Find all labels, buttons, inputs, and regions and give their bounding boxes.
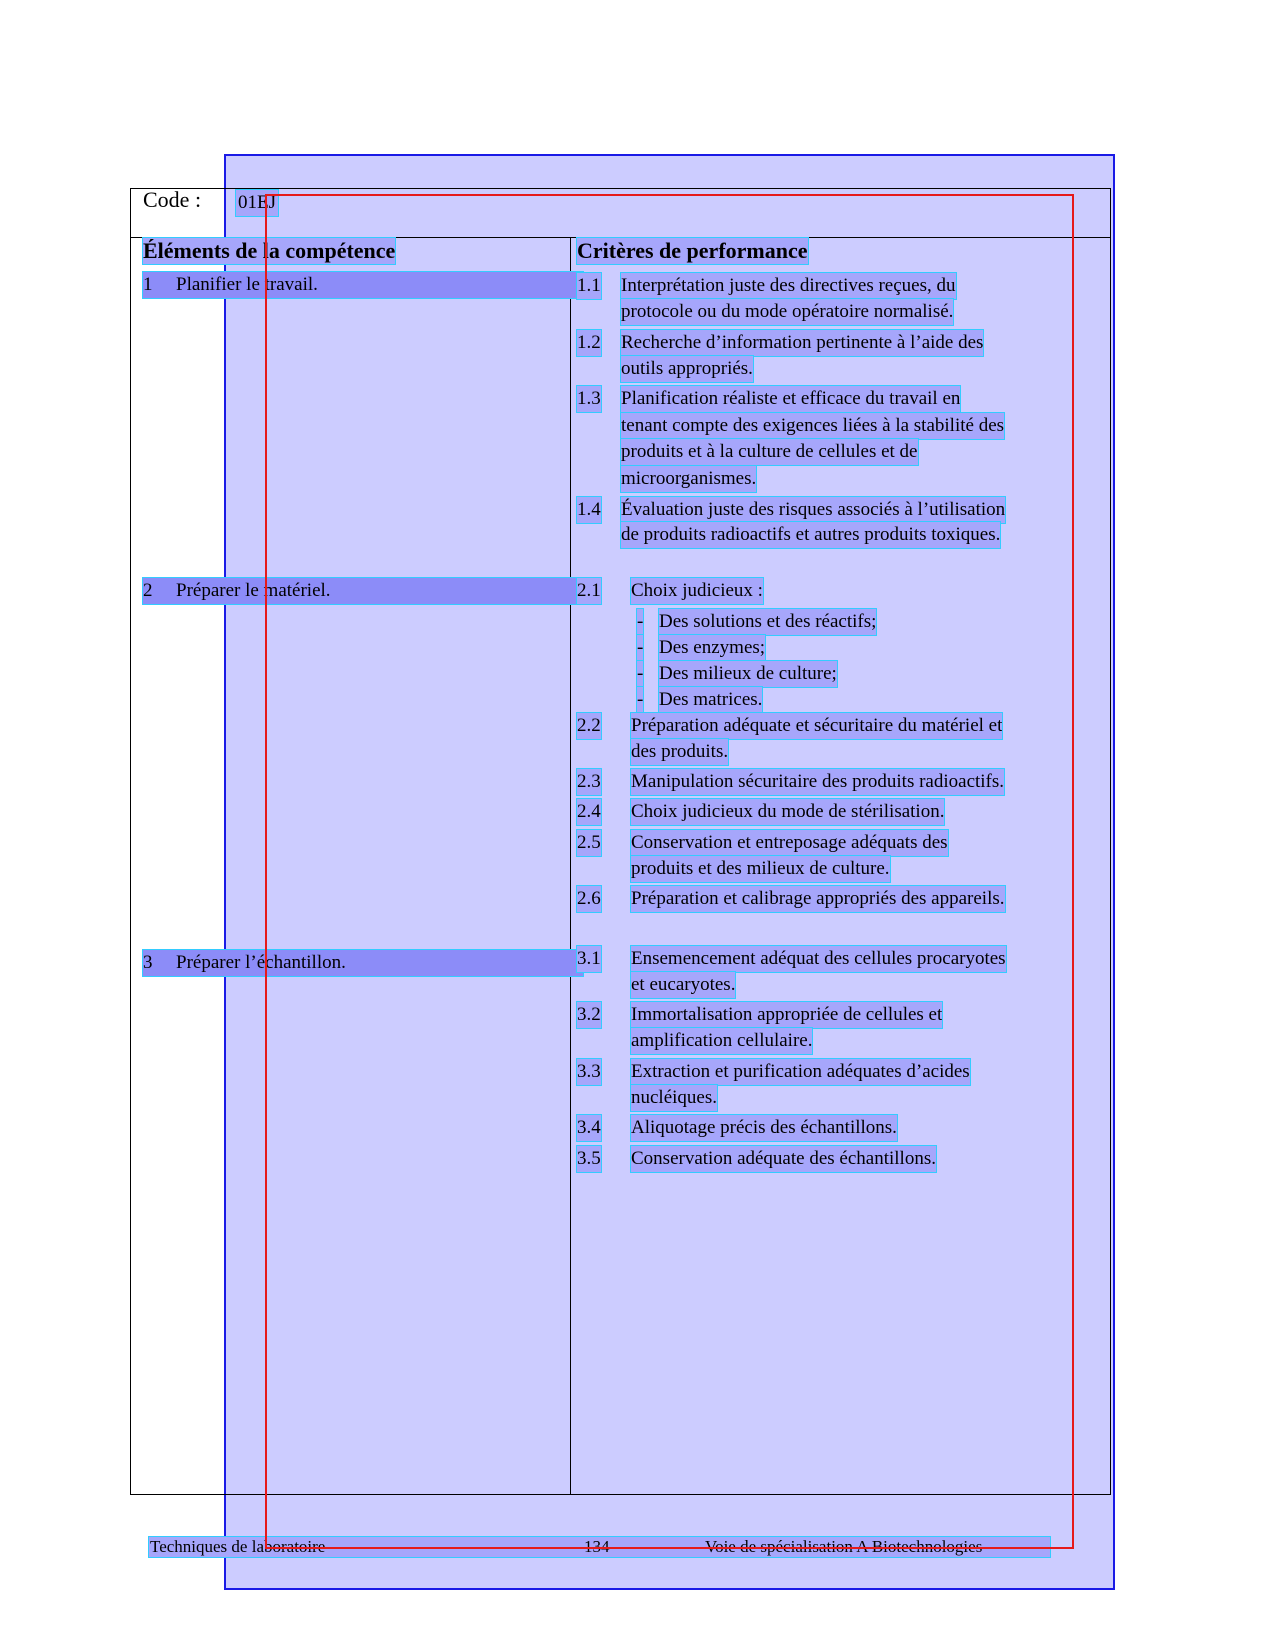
criterion-number: 2.6 [577, 886, 601, 912]
criterion-line: de produits radioactifs et autres produits toxiques. [621, 522, 1000, 548]
bullet-mark: - [637, 635, 643, 661]
elements-header: Éléments de la compétence [143, 238, 396, 263]
criterion-line: Préparation adéquate et sécuritaire du matériel et [631, 713, 1002, 739]
criterion-line: des produits. [631, 739, 728, 765]
criterion-line: nucléiques. [631, 1085, 717, 1111]
code-label: Code : [143, 187, 202, 212]
footer-left: Techniques de laboratoire [150, 1537, 326, 1556]
element-number: 1 [143, 274, 153, 295]
criterion-line: Choix judicieux du mode de stérilisation. [631, 799, 944, 825]
criterion-number: 1.1 [577, 273, 601, 299]
criterion-line: outils appropriés. [621, 356, 753, 382]
criterion-line: microorganismes. [621, 466, 756, 492]
footer-right: Voie de spécialisation A Biotechnologies [705, 1537, 983, 1556]
element-number: 3 [143, 952, 153, 973]
bullet-item: Des matrices. [659, 687, 762, 713]
criterion-line: Manipulation sécuritaire des produits radioactifs. [631, 769, 1004, 795]
bullet-item: Des milieux de culture; [659, 661, 837, 687]
criterion-number: 2.5 [577, 830, 601, 856]
criterion-number: 3.1 [577, 946, 601, 972]
criterion-line: Évaluation juste des risques associés à l’utilisation [621, 497, 1005, 523]
criterion-number: 3.4 [577, 1115, 601, 1141]
element-label: Planifier le travail. [176, 274, 318, 295]
criterion-line: Conservation et entreposage adéquats des [631, 830, 948, 856]
criterion-line: Préparation et calibrage appropriés des appareils. [631, 886, 1005, 912]
criterion-line: Extraction et purification adéquates d’acides [631, 1059, 970, 1085]
criterion-line: et eucaryotes. [631, 972, 735, 998]
criterion-number: 2.1 [577, 578, 601, 604]
criterion-number: 3.2 [577, 1002, 601, 1028]
criteria-header: Critères de performance [577, 238, 808, 263]
bullet-item: Des enzymes; [659, 635, 765, 661]
criterion-line: Interprétation juste des directives reçues, du [621, 273, 956, 299]
criterion-line: Planification réaliste et efficace du travail en [621, 386, 960, 412]
criterion-number: 1.3 [577, 386, 601, 412]
element-label: Préparer le matériel. [176, 580, 331, 601]
criterion-line: produits et à la culture de cellules et de [621, 439, 918, 465]
criterion-number: 1.4 [577, 497, 601, 523]
criterion-line: Conservation adéquate des échantillons. [631, 1146, 936, 1172]
criterion-number: 2.4 [577, 799, 601, 825]
bullet-item: Des solutions et des réactifs; [659, 609, 876, 635]
footer-page-number: 134 [584, 1537, 610, 1556]
criterion-number: 2.2 [577, 713, 601, 739]
criterion-line: tenant compte des exigences liées à la stabilité des [621, 413, 1004, 439]
code-value: 01EJ [236, 190, 278, 216]
bullet-mark: - [637, 687, 643, 713]
criterion-line: produits et des milieux de culture. [631, 856, 890, 882]
criterion-line: amplification cellulaire. [631, 1028, 812, 1054]
criterion-line: Recherche d’information pertinente à l’aide des [621, 330, 983, 356]
criterion-number: 3.3 [577, 1059, 601, 1085]
criterion-number: 1.2 [577, 330, 601, 356]
criterion-line: Immortalisation appropriée de cellules et [631, 1002, 942, 1028]
criterion-number: 3.5 [577, 1146, 601, 1172]
criterion-number: 2.3 [577, 769, 601, 795]
element-label: Préparer l’échantillon. [176, 952, 346, 973]
element-number: 2 [143, 580, 153, 601]
criterion-line: Aliquotage précis des échantillons. [631, 1115, 897, 1141]
criterion-line: Ensemencement adéquat des cellules procaryotes [631, 946, 1006, 972]
bullet-mark: - [637, 661, 643, 687]
criterion-line: protocole ou du mode opératoire normalisé. [621, 299, 953, 325]
criterion-line: Choix judicieux : [631, 578, 763, 604]
bullet-mark: - [637, 609, 643, 635]
highlight-box [265, 194, 1074, 1549]
